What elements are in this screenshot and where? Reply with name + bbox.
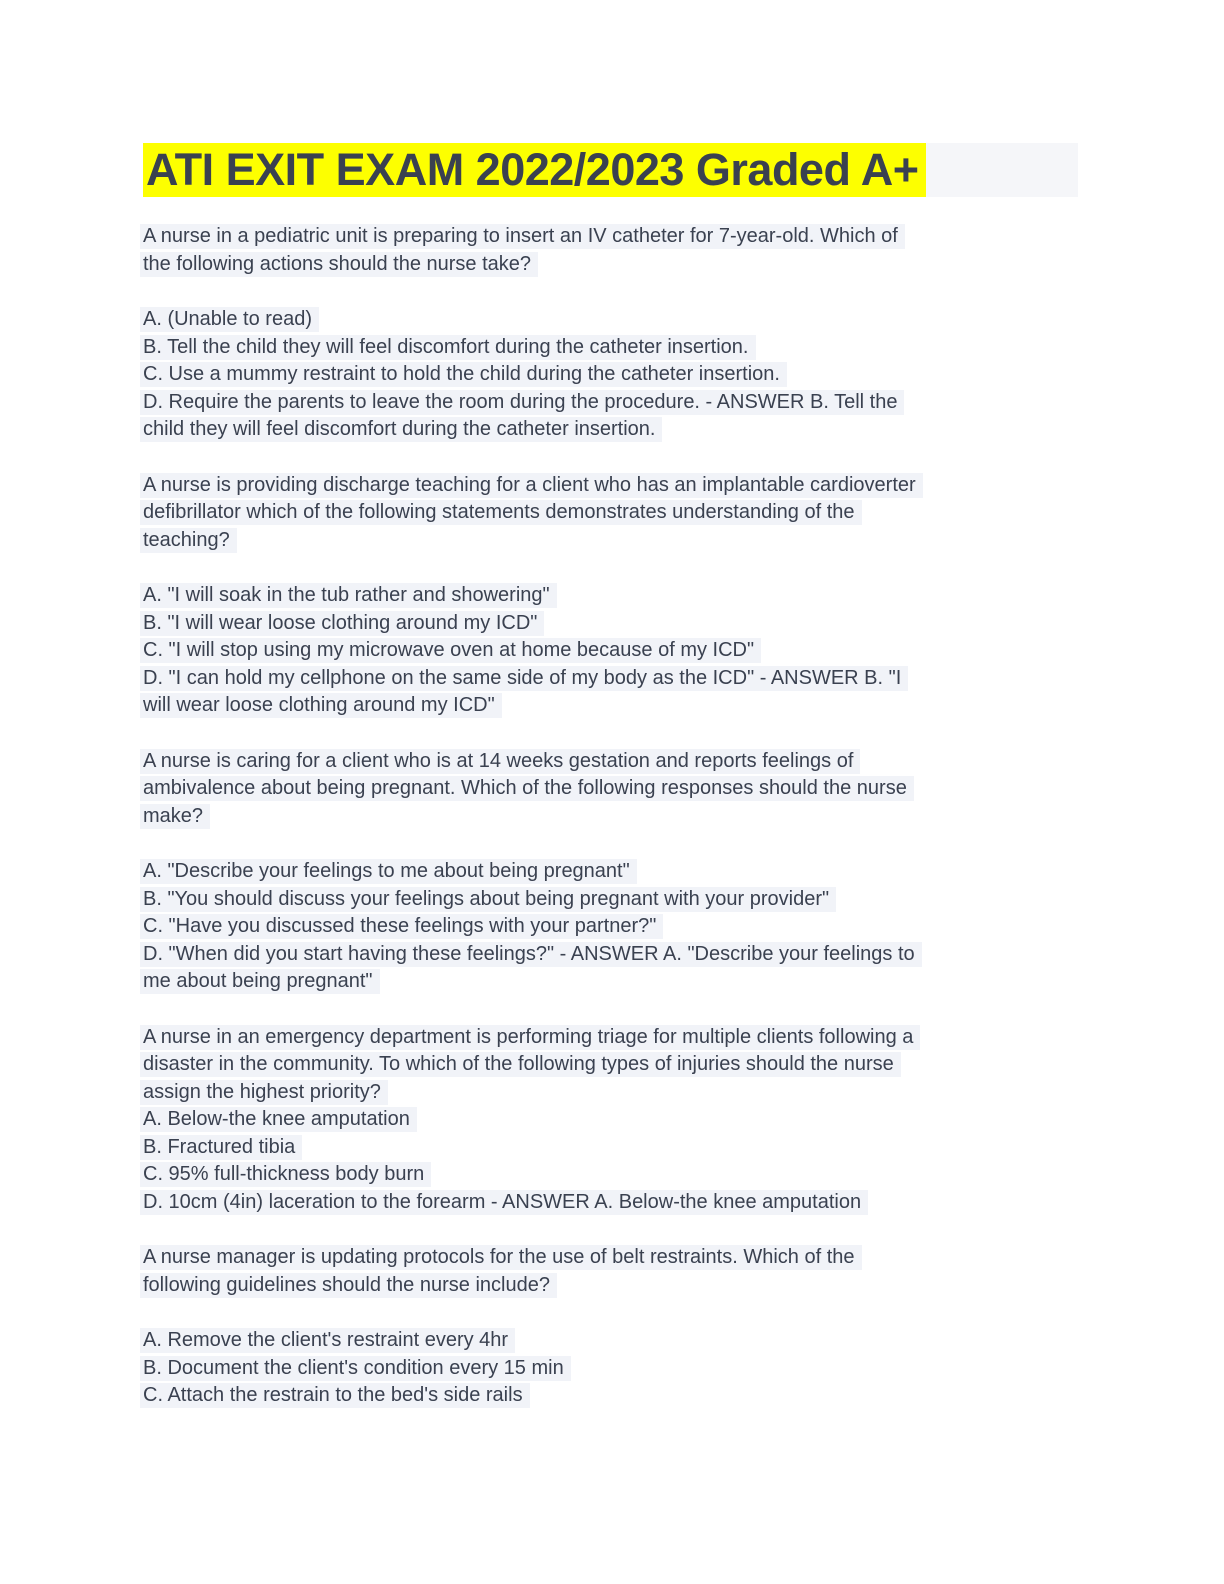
text-line-highlight: C. Attach the restrain to the bed's side rails bbox=[140, 1383, 530, 1408]
text-line-highlight: A nurse manager is updating protocols for the use of belt restraints. Which of the bbox=[140, 1245, 862, 1270]
text-line bbox=[143, 335, 1083, 363]
text-line-highlight: C. "I will stop using my microwave oven at home because of my ICD" bbox=[140, 638, 761, 663]
page-title: ATI EXIT EXAM 2022/2023 Graded A+ bbox=[143, 143, 926, 197]
text-line bbox=[143, 528, 1083, 556]
text-line bbox=[143, 859, 1083, 887]
text-line bbox=[143, 1273, 1083, 1301]
text-line-highlight: B. Document the client's condition every 15 min bbox=[140, 1356, 571, 1381]
text-line-highlight: B. "I will wear loose clothing around my ICD" bbox=[140, 611, 544, 636]
text-line-highlight: A. Below-the knee amputation bbox=[140, 1107, 417, 1132]
text-line bbox=[143, 1025, 1083, 1053]
question-5-options bbox=[143, 1328, 1083, 1411]
text-line bbox=[143, 611, 1083, 639]
document-page bbox=[143, 143, 1083, 1411]
question-3-stem bbox=[143, 749, 1083, 832]
text-line-highlight: B. Tell the child they will feel discomfort during the catheter insertion. bbox=[140, 335, 756, 360]
text-line-highlight: following guidelines should the nurse include? bbox=[140, 1273, 557, 1298]
text-line bbox=[143, 1356, 1083, 1384]
text-line-highlight: D. "I can hold my cellphone on the same side of my body as the ICD" - ANSWER B. "I bbox=[140, 666, 908, 691]
text-line-highlight: me about being pregnant" bbox=[140, 969, 380, 994]
text-line bbox=[143, 638, 1083, 666]
text-line-highlight: C. Use a mummy restraint to hold the child during the catheter insertion. bbox=[140, 362, 787, 387]
text-line bbox=[143, 969, 1083, 997]
text-line bbox=[143, 583, 1083, 611]
text-line bbox=[143, 224, 1083, 252]
text-line bbox=[143, 417, 1083, 445]
text-line-highlight: D. 10cm (4in) laceration to the forearm - ANSWER A. Below-the knee amputation bbox=[140, 1190, 868, 1215]
text-line-highlight: A. Remove the client's restraint every 4hr bbox=[140, 1328, 515, 1353]
text-line bbox=[143, 1245, 1083, 1273]
question-2-stem bbox=[143, 473, 1083, 556]
text-line-highlight: defibrillator which of the following statements demonstrates understanding of the bbox=[140, 500, 862, 525]
text-line-highlight: A nurse is caring for a client who is at 14 weeks gestation and reports feelings of bbox=[140, 749, 860, 774]
text-line bbox=[143, 749, 1083, 777]
text-line-highlight: B. Fractured tibia bbox=[140, 1135, 302, 1160]
question-4 bbox=[143, 1025, 1083, 1218]
text-line bbox=[143, 1383, 1083, 1411]
text-line bbox=[143, 473, 1083, 501]
text-line-highlight: C. "Have you discussed these feelings with your partner?" bbox=[140, 914, 663, 939]
question-5-stem bbox=[143, 1245, 1083, 1300]
text-line-highlight: A nurse in a pediatric unit is preparing to insert an IV catheter for 7-year-old. Which of bbox=[140, 224, 905, 249]
text-line bbox=[143, 666, 1083, 694]
text-line-highlight: D. Require the parents to leave the room during the procedure. - ANSWER B. Tell the bbox=[140, 390, 904, 415]
question-1-options bbox=[143, 307, 1083, 445]
text-line bbox=[143, 252, 1083, 280]
text-line-highlight: ambivalence about being pregnant. Which of the following responses should the nurse bbox=[140, 776, 914, 801]
question-3-options bbox=[143, 859, 1083, 997]
text-line bbox=[143, 1162, 1083, 1190]
text-line-highlight: the following actions should the nurse take? bbox=[140, 252, 538, 277]
document-body bbox=[143, 224, 1083, 1411]
question-2-options bbox=[143, 583, 1083, 721]
text-line-highlight: C. 95% full-thickness body burn bbox=[140, 1162, 431, 1187]
text-line-highlight: will wear loose clothing around my ICD" bbox=[140, 693, 502, 718]
question-1-stem bbox=[143, 224, 1083, 279]
text-line bbox=[143, 1190, 1083, 1218]
text-line bbox=[143, 362, 1083, 390]
text-line-highlight: child they will feel discomfort during the catheter insertion. bbox=[140, 417, 662, 442]
text-line bbox=[143, 500, 1083, 528]
text-line-highlight: disaster in the community. To which of the following types of injuries should the nurse bbox=[140, 1052, 901, 1077]
text-line bbox=[143, 1328, 1083, 1356]
text-line bbox=[143, 1135, 1083, 1163]
text-line-highlight: A. "I will soak in the tub rather and showering" bbox=[140, 583, 557, 608]
text-line bbox=[143, 1080, 1083, 1108]
text-line-highlight: D. "When did you start having these feelings?" - ANSWER A. "Describe your feelings to bbox=[140, 942, 922, 967]
text-line-highlight: teaching? bbox=[140, 528, 237, 553]
text-line bbox=[143, 804, 1083, 832]
text-line bbox=[143, 1052, 1083, 1080]
text-line bbox=[143, 914, 1083, 942]
text-line-highlight: assign the highest priority? bbox=[140, 1080, 388, 1105]
text-line-highlight: make? bbox=[140, 804, 210, 829]
text-line-highlight: A nurse is providing discharge teaching for a client who has an implantable cardioverter bbox=[140, 473, 923, 498]
text-line-highlight: A nurse in an emergency department is performing triage for multiple clients following a bbox=[140, 1025, 920, 1050]
text-line bbox=[143, 776, 1083, 804]
title-strip bbox=[143, 143, 1078, 197]
text-line-highlight: A. (Unable to read) bbox=[140, 307, 319, 332]
text-line-highlight: A. "Describe your feelings to me about being pregnant" bbox=[140, 859, 637, 884]
text-line bbox=[143, 942, 1083, 970]
text-line bbox=[143, 693, 1083, 721]
text-line-highlight: B. "You should discuss your feelings about being pregnant with your provider" bbox=[140, 887, 836, 912]
text-line bbox=[143, 307, 1083, 335]
text-line bbox=[143, 1107, 1083, 1135]
text-line bbox=[143, 390, 1083, 418]
text-line bbox=[143, 887, 1083, 915]
